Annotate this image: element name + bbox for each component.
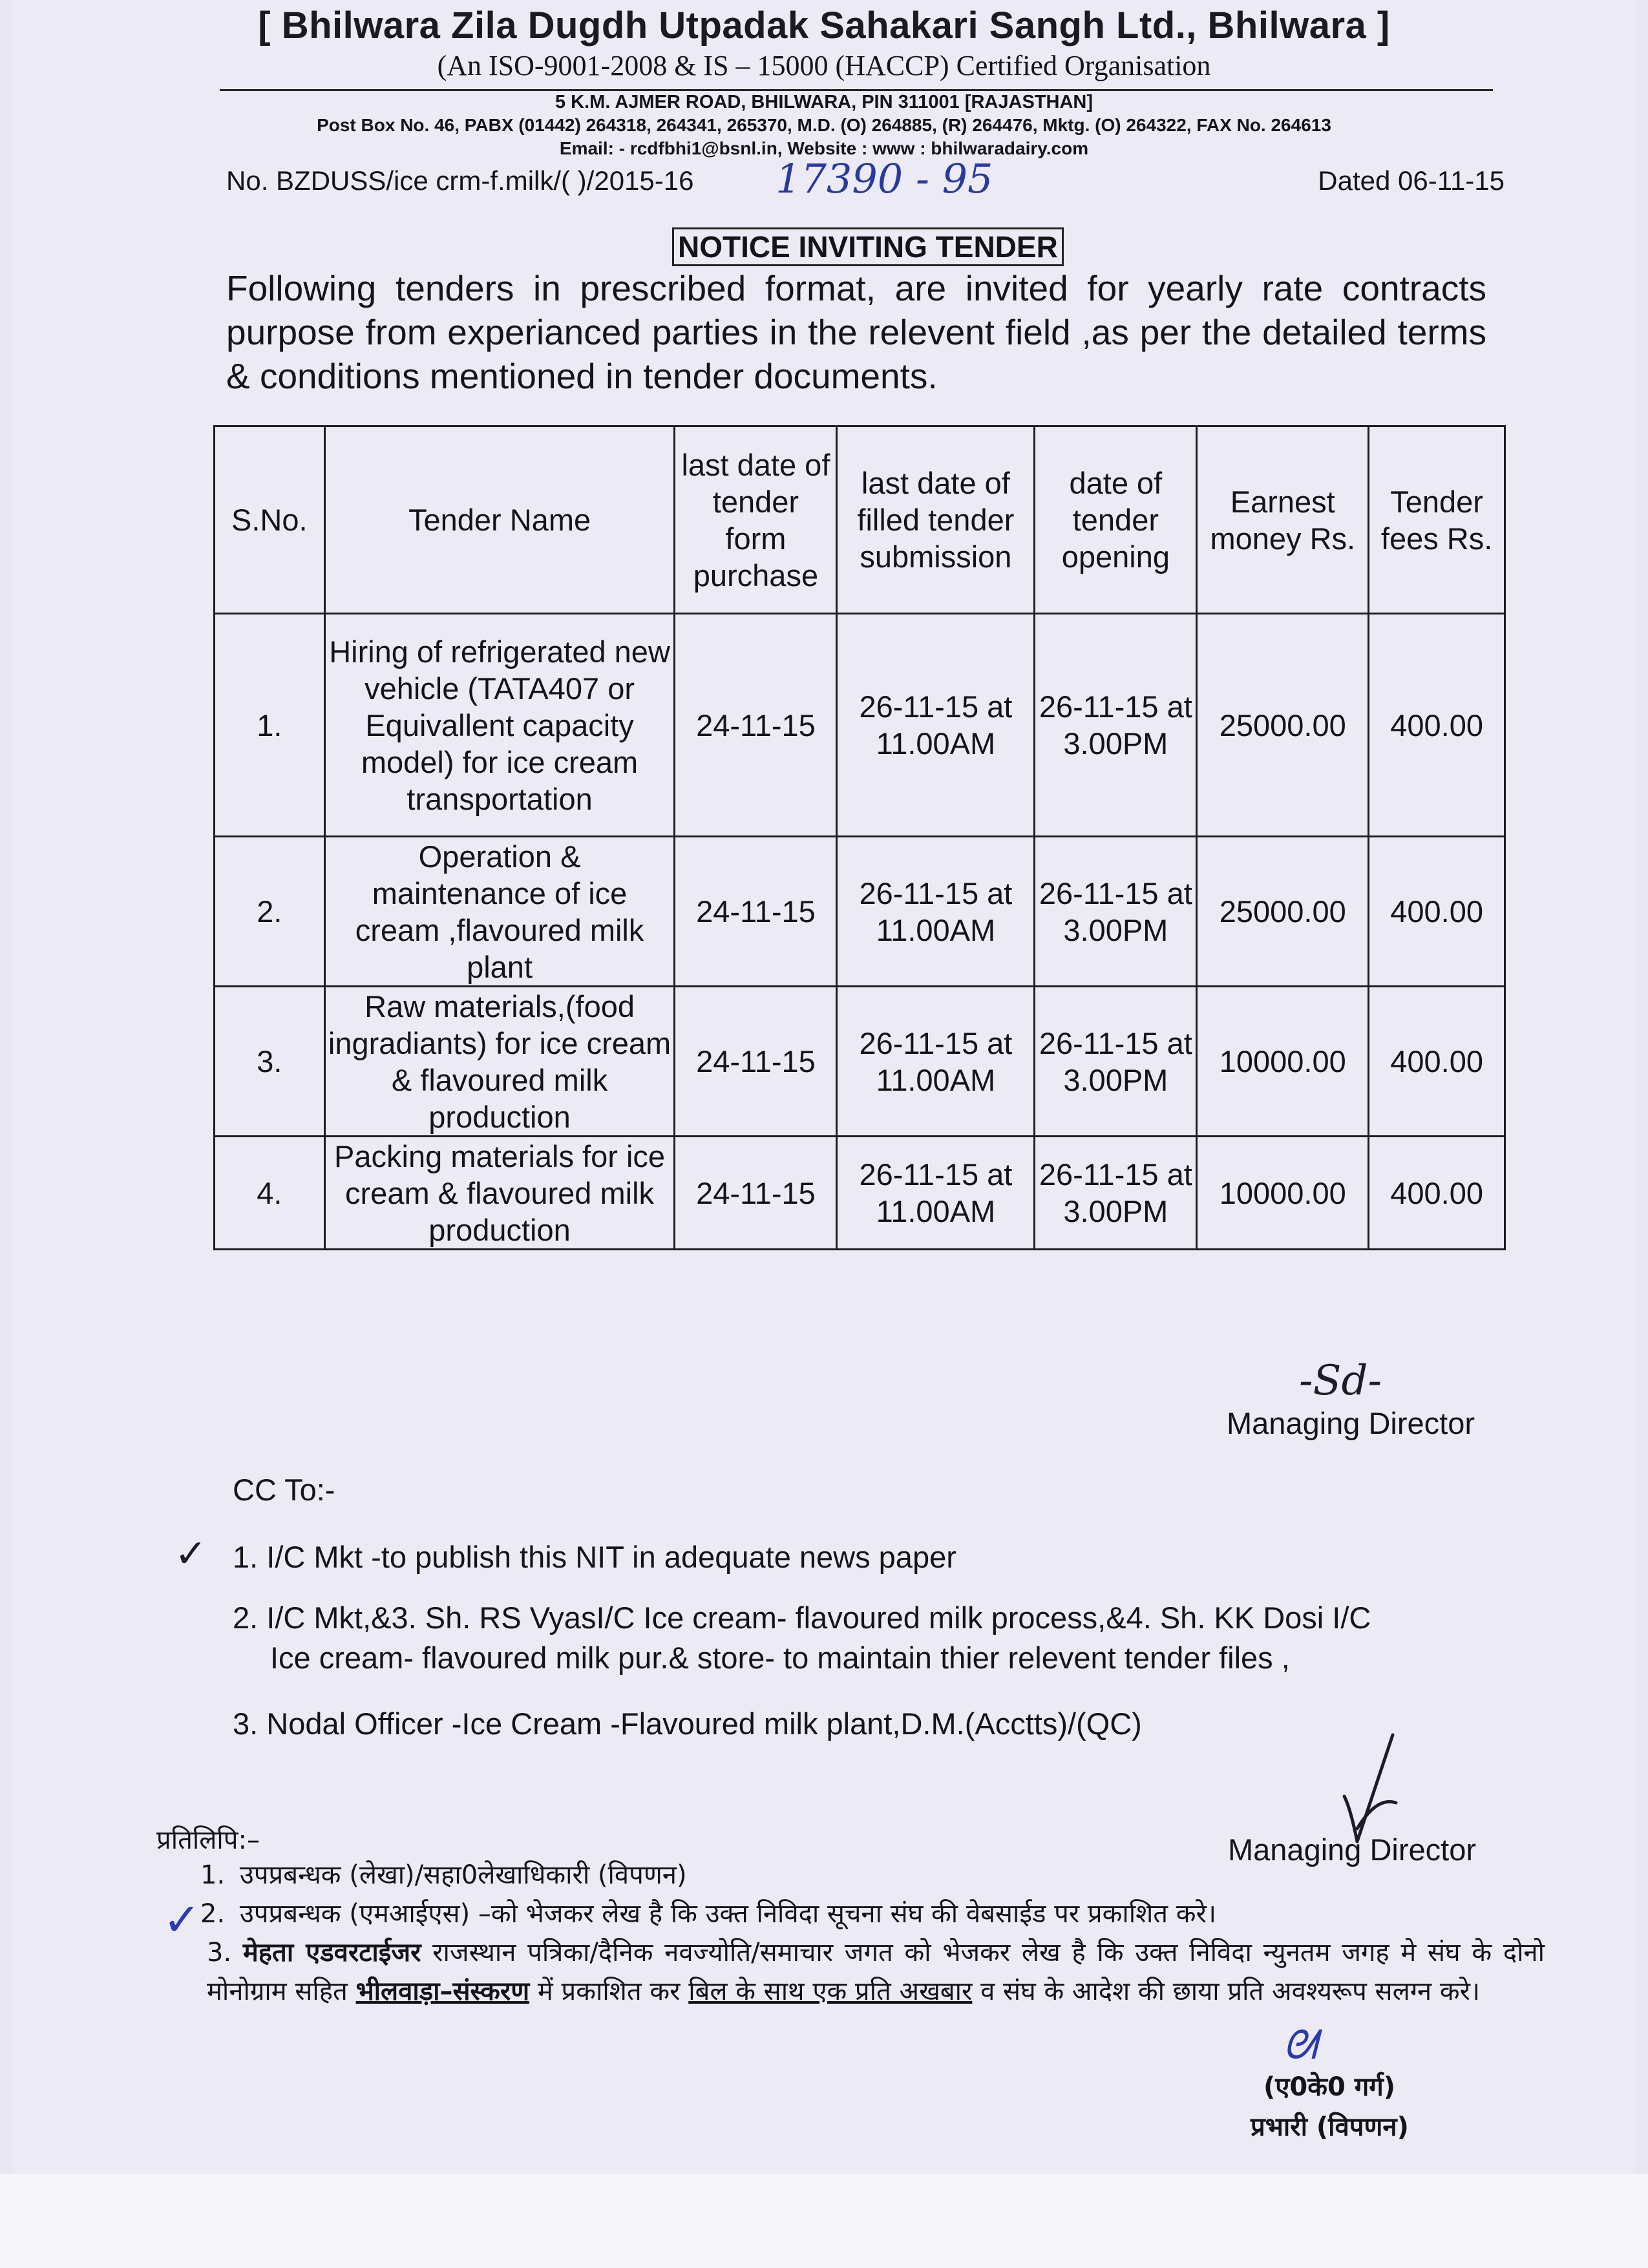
cell-earnest-money: 10000.00 <box>1197 1137 1369 1250</box>
header-purchase-date: last date of tender form purchase <box>675 426 837 614</box>
document-date: Dated 06-11-15 <box>1318 165 1505 196</box>
cell-earnest-money: 25000.00 <box>1197 614 1369 837</box>
cc-item: 1. I/C Mkt -to publish this NIT in adequate news paper <box>233 1540 956 1574</box>
item-text: उपप्रबन्धक (लेखा)/सहा0लेखाधिकारी (विपणन) <box>239 1860 687 1890</box>
header-opening-date: date of tender opening <box>1035 426 1197 614</box>
hindi-list-item <box>207 1933 1545 2011</box>
cell-purchase-date: 24-11-15 <box>675 987 837 1137</box>
item-text: उपप्रबन्धक (एमआईएस) –को भेजकर लेख है कि उक्त निविदा सूचना संघ की वेबसाईड पर प्रकाशित करे। <box>239 1899 1217 1929</box>
header-sno: S.No. <box>215 426 325 614</box>
check-mark-icon: ✓ <box>163 1895 201 1945</box>
item-number: 1. <box>200 1860 226 1890</box>
header-rule <box>220 89 1493 91</box>
cell-earnest-money: 10000.00 <box>1197 987 1369 1137</box>
tender-table <box>213 425 1506 1250</box>
signatory-designation: Managing Director <box>1228 1832 1477 1867</box>
cell-sno: 4. <box>215 1137 325 1250</box>
hindi-list-item <box>200 1856 687 1895</box>
cell-tender-name: Packing materials for ice cream & flavoured milk production <box>324 1137 675 1250</box>
cell-submission-date: 26-11-15 at 11.00AM <box>837 987 1035 1137</box>
cell-sno: 2. <box>215 837 325 987</box>
header-tender-fees: Tender fees Rs. <box>1369 426 1505 614</box>
certification-line: (An ISO-9001-2008 & IS – 15000 (HACCP) Certified Organisation <box>437 50 1211 81</box>
signer-designation: प्रभारी (विपणन) <box>1251 2112 1409 2142</box>
cell-earnest-money: 25000.00 <box>1197 837 1369 987</box>
cell-tender-name: Hiring of refrigerated new vehicle (TATA407 or Equivallent capacity model) for ice cream transportation <box>324 614 675 837</box>
cell-sno: 1. <box>215 614 325 837</box>
header-earnest-money: Earnest money Rs. <box>1197 426 1369 614</box>
cell-tender-fees: 400.00 <box>1369 837 1505 987</box>
handwritten-dispatch-number: 17390 - 95 <box>776 155 993 202</box>
hindi-list-item <box>200 1895 1217 1933</box>
cell-opening-date: 26-11-15 at 3.00PM <box>1035 614 1197 837</box>
item-text: राजस्थान पत्रिका/दैनिक नवज्योति/समाचार जगत को भेजकर लेख है कि उक्त निविदा न्युनतम जगह मे संघ के दोनो मोनोग्राम सहित <box>207 1938 1545 2006</box>
phone-line: Post Box No. 46, PABX (01442) 264318, 264341, 265370, M.D. (O) 264885, (R) 264476, Mktg. (O) 264322, FAX No. 264613 <box>317 115 1331 135</box>
reference-number: No. BZDUSS/ice crm-f.milk/( )/2015-16 <box>226 165 694 196</box>
table-row <box>215 1137 1505 1250</box>
advertiser-name: मेहता एडवरटाईजर <box>242 1938 421 1968</box>
table-row <box>215 987 1505 1137</box>
cc-item: 3. Nodal Officer -Ice Cream -Flavoured milk plant,D.M.(Acctts)/(QC) <box>233 1706 1142 1741</box>
cc-label: CC To:- <box>233 1473 335 1507</box>
cell-tender-fees: 400.00 <box>1369 987 1505 1137</box>
cell-submission-date: 26-11-15 at 11.00AM <box>837 837 1035 987</box>
table-row <box>215 837 1505 987</box>
cell-tender-name: Raw materials,(food ingradiants) for ice cream & flavoured milk production <box>324 987 675 1137</box>
item-number: 3. <box>207 1938 232 1968</box>
cc-item-continued: Ice cream- flavoured milk pur.& store- to maintain thier relevent tender files , <box>270 1641 1290 1675</box>
cell-tender-name: Operation & maintenance of ice cream ,flavoured milk plant <box>324 837 675 987</box>
header-tender-name: Tender Name <box>324 426 675 614</box>
cell-sno: 3. <box>215 987 325 1137</box>
header-submission-date: last date of filled tender submission <box>837 426 1035 614</box>
signer-name: (ए0के0 गर्ग) <box>1263 2072 1396 2102</box>
cell-opening-date: 26-11-15 at 3.00PM <box>1035 1137 1197 1250</box>
item-text: व संघ के आदेश की छाया प्रति अवश्यरूप सलग्न करे। <box>972 1977 1481 2006</box>
check-mark-icon: ✓ <box>174 1532 207 1575</box>
hindi-copy-label: प्रतिलिपि:– <box>156 1825 260 1855</box>
item-number: 2. <box>200 1899 226 1929</box>
handwritten-initials: ᘛ <box>1283 2023 1317 2068</box>
cell-purchase-date: 24-11-15 <box>675 1137 837 1250</box>
underlined-text: बिल के साथ एक प्रति अखबार <box>688 1977 973 2006</box>
email-website-line: Email: - rcdfbhi1@bsnl.in, Website : www : bhilwaradairy.com <box>559 138 1089 158</box>
cell-submission-date: 26-11-15 at 11.00AM <box>837 1137 1035 1250</box>
organization-name: [ Bhilwara Zila Dugdh Utpadak Sahakari Sangh Ltd., Bhilwara ] <box>258 5 1390 47</box>
cell-opening-date: 26-11-15 at 3.00PM <box>1035 987 1197 1137</box>
signatory-designation: Managing Director <box>1227 1406 1475 1440</box>
notice-title: NOTICE INVITING TENDER <box>672 227 1064 266</box>
table-row <box>215 614 1505 837</box>
edition-name: भीलवाड़ा–संस्करण <box>355 1977 530 2006</box>
scan-margin <box>0 2174 1648 2268</box>
cell-opening-date: 26-11-15 at 3.00PM <box>1035 837 1197 987</box>
cell-tender-fees: 400.00 <box>1369 614 1505 837</box>
signature-mark: -Sd- <box>1299 1357 1382 1405</box>
cell-purchase-date: 24-11-15 <box>675 837 837 987</box>
cell-purchase-date: 24-11-15 <box>675 614 837 837</box>
cell-submission-date: 26-11-15 at 11.00AM <box>837 614 1035 837</box>
notice-intro: Following tenders in prescribed format, are invited for yearly rate contracts purpose from experianced parties in the relevent field ,as per the detailed terms & conditions mentioned in tender documents. <box>226 268 1486 396</box>
handwritten-signature <box>1331 1732 1409 1848</box>
address-line: 5 K.M. AJMER ROAD, BHILWARA, PIN 311001 [RAJASTHAN] <box>555 92 1093 112</box>
cell-tender-fees: 400.00 <box>1369 1137 1505 1250</box>
table-header-row <box>215 426 1505 614</box>
cc-item: 2. I/C Mkt,&3. Sh. RS VyasI/C Ice cream- flavoured milk process,&4. Sh. KK Dosi I/C <box>233 1601 1371 1635</box>
item-text: में प्रकाशित कर <box>529 1977 689 2006</box>
